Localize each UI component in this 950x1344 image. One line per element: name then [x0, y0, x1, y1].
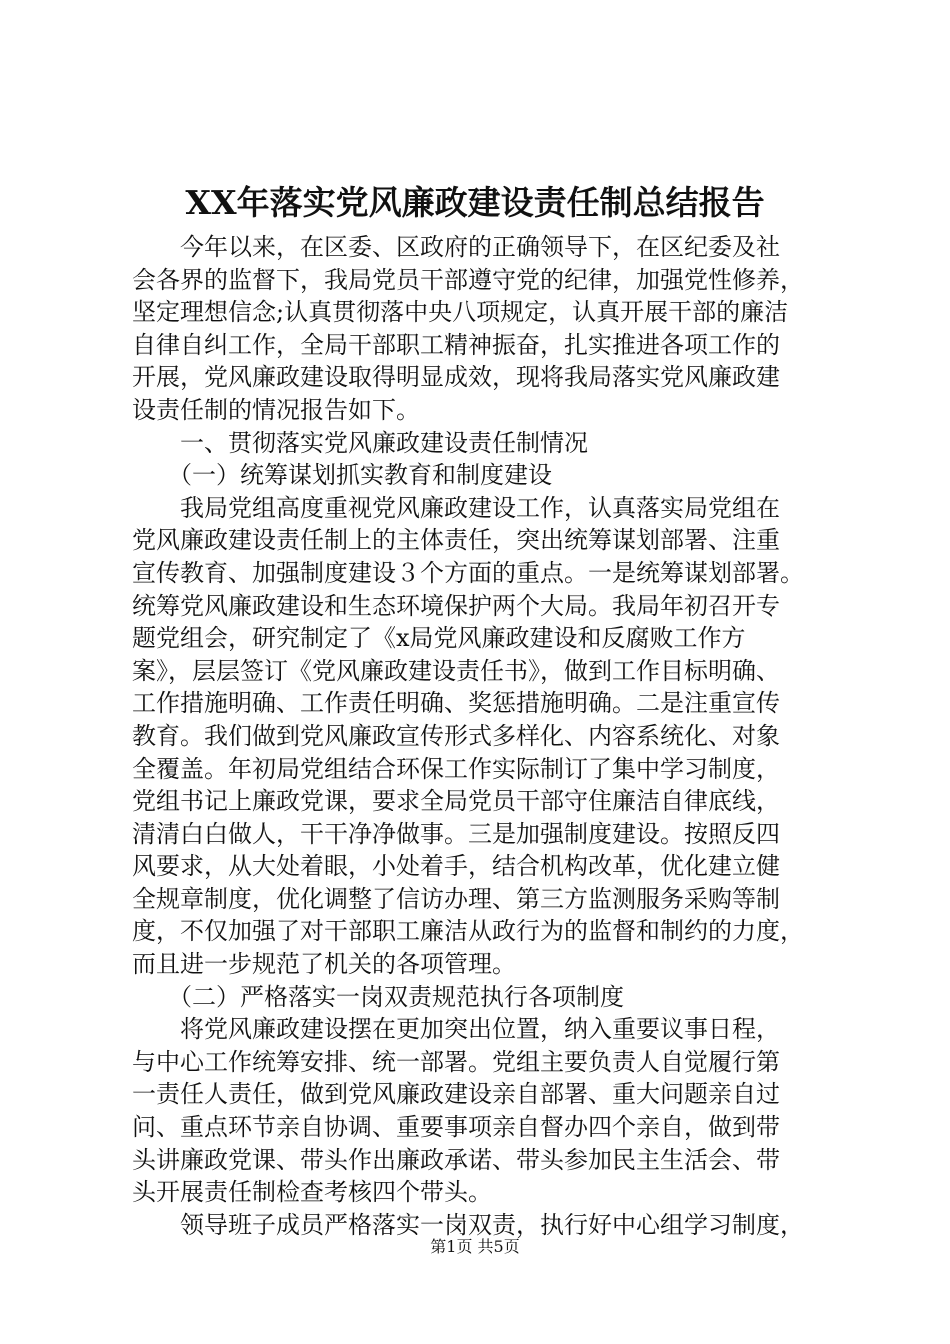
text-line: 自律自纠工作，全局干部职工精神振奋，扎实推进各项工作的 [132, 330, 780, 359]
text-line: 开展，党风廉政建设取得明显成效，现将我局落实党风廉政建 [132, 363, 780, 392]
document-body [132, 231, 832, 1241]
text-line: 题党组会，研究制定了《x局党风廉政建设和反腐败工作方 [132, 624, 746, 653]
text-line: 统筹党风廉政建设和生态环境保护两个大局。我局年初召开专 [132, 591, 780, 620]
text-line: 将党风廉政建设摆在更加突出位置，纳入重要议事日程， [132, 1015, 780, 1044]
text-line: 工作措施明确、工作责任明确、奖惩措施明确。二是注重宣传 [132, 689, 780, 718]
text-line: 全覆盖。年初局党组结合环保工作实际制订了集中学习制度， [132, 754, 780, 783]
text-line: 与中心工作统筹安排、统一部署。党组主要负责人自觉履行第 [132, 1047, 780, 1076]
text-line: 教育。我们做到党风廉政宣传形式多样化、内容系统化、对象 [132, 721, 780, 750]
text-line: 问、重点环节亲自协调、重要事项亲自督办四个亲自，做到带 [132, 1113, 780, 1142]
text-line: 案》，层层签订《党风廉政建设责任书》，做到工作目标明确、 [132, 656, 780, 685]
text-line: 一责任人责任，做到党风廉政建设亲自部署、重大问题亲自过 [132, 1080, 780, 1109]
text-line: 领导班子成员严格落实一岗双责，执行好中心组学习制度， [132, 1210, 804, 1239]
text-line: 今年以来，在区委、区政府的正确领导下，在区纪委及社 [132, 233, 780, 261]
text-line: 设责任制的情况报告如下。 [132, 395, 420, 424]
text-line: 一、贯彻落实党风廉政建设责任制情况 [132, 428, 588, 457]
text-line: 度，不仅加强了对干部职工廉洁从政行为的监督和制约的力度， [132, 917, 804, 946]
text-line: 党风廉政建设责任制上的主体责任，突出统筹谋划部署、注重 [132, 526, 780, 555]
text-line: 我局党组高度重视党风廉政建设工作，认真落实局党组在 [132, 493, 780, 522]
text-line: （一）统筹谋划抓实教育和制度建设 [132, 461, 552, 490]
text-line: 清清白白做人，干干净净做事。三是加强制度建设。按照反四 [132, 819, 780, 848]
text-line: 风要求，从大处着眼，小处着手，结合机构改革，优化建立健 [132, 852, 780, 881]
text-line: 坚定理想信念;认真贯彻落中央八项规定，认真开展干部的廉洁 [132, 298, 789, 327]
text-line: 头讲廉政党课、带头作出廉政承诺、带头参加民主生活会、带 [132, 1145, 780, 1174]
text-line: 会各界的监督下，我局党员干部遵守党的纪律，加强党性修养， [132, 265, 804, 294]
page-footer: 第1页 共5页 [430, 1237, 520, 1256]
text-line: 全规章制度，优化调整了信访办理、第三方监测服务采购等制 [132, 884, 780, 913]
text-line: 而且进一步规范了机关的各项管理。 [132, 950, 516, 979]
text-line: 头开展责任制检查考核四个带头。 [132, 1178, 492, 1207]
text-line: （二）严格落实一岗双责规范执行各项制度 [132, 982, 624, 1011]
text-line: 党组书记上廉政党课，要求全局党员干部守住廉洁自律底线， [132, 787, 780, 816]
text-line: 宣传教育、加强制度建设３个方面的重点。一是统筹谋划部署。 [132, 558, 804, 587]
document-title: XX年落实党风廉政建设责任制总结报告 [185, 183, 765, 222]
